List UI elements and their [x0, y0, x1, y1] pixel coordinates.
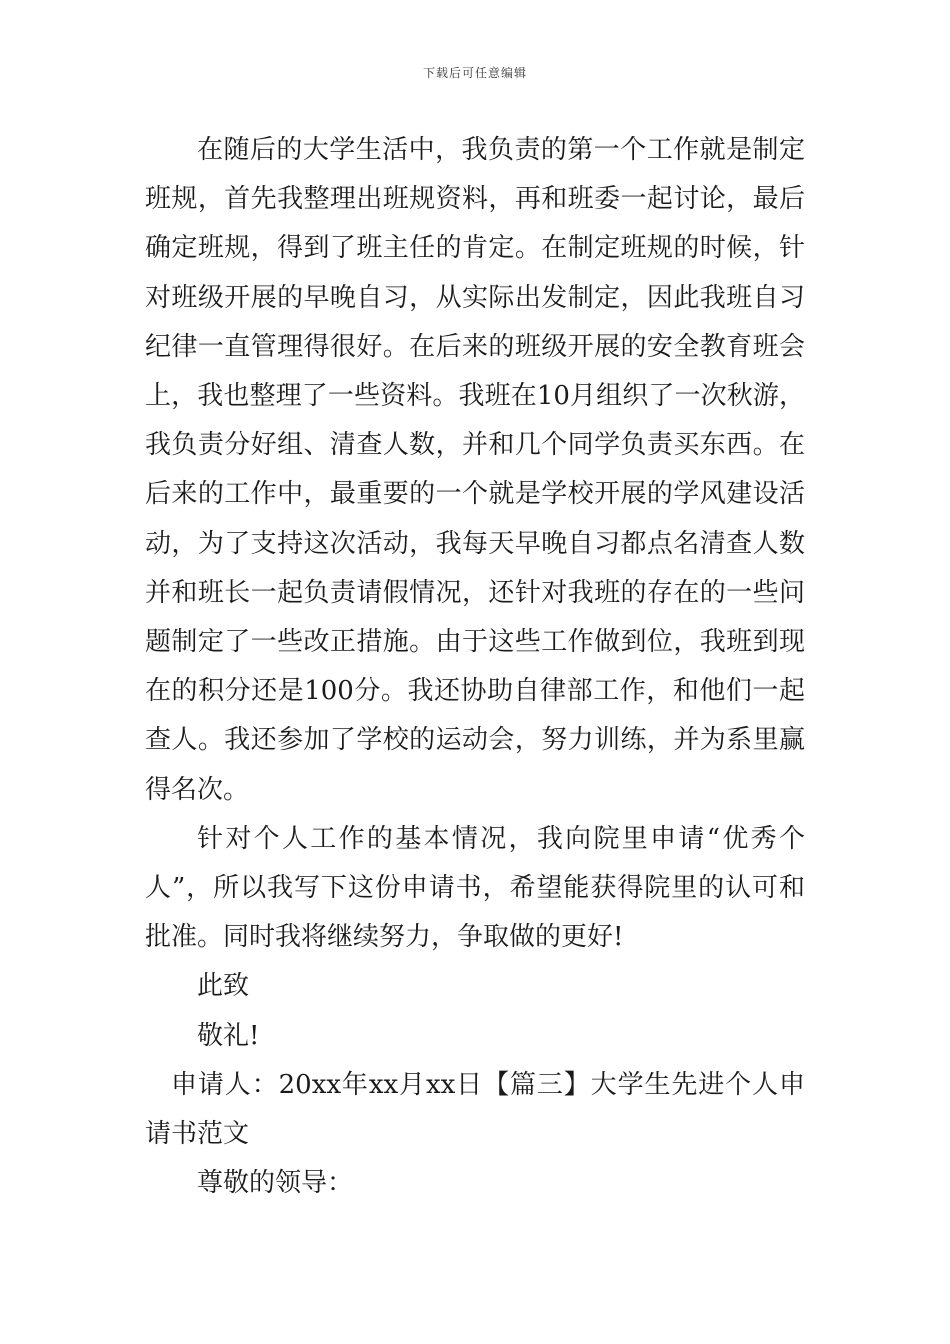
letter-greeting: 尊敬的领导： — [197, 1168, 354, 1199]
body-paragraph-work-summary: 在随后的大学生活中，我负责的第一个工作就是制定班规，首先我整理出班规资料，再和班委一起讨论，最后确定班规，得到了班主任的肯定。在制定班规的时候，针对班级开展的早晚自习，从实际出发制定，因此我班自习纪律一直管理得很好。在后来的班级开展的安全教育班会上，我也整理了一些资料。我班在10月组织了一次秋游，我负责分好组、清查人数，并和几个同学负责买东西。在后来的工作中，最重要的一个就是学校开展的学风建设活动，为了支持这次活动，我每天早晚自习都点名清查人数并和班长一起负责请假情况，还针对我班的存在的一些问题制定了一些改正措施。由于这些工作做到位，我班到现在的积分还是100分。我还协助自律部工作，和他们一起查人。我还参加了学校的运动会，努力训练，并为系里赢得名次。 — [145, 135, 805, 805]
page-header-note: 下载后可任意编辑 — [422, 66, 527, 80]
document-body — [145, 126, 805, 1208]
applicant-signature-line: 申请人：20xx年xx月xx日【篇三】大学生先进个人申请书范文 — [145, 1069, 805, 1150]
body-paragraph-application-request: 针对个人工作的基本情况，我向院里申请“优秀个人”，所以我写下这份申请书，希望能获得院里的认可和批准。同时我将继续努力，争取做的更好! — [145, 823, 805, 953]
closing-regards: 敬礼! — [197, 1020, 260, 1051]
closing-salutation: 此致 — [197, 971, 250, 1002]
